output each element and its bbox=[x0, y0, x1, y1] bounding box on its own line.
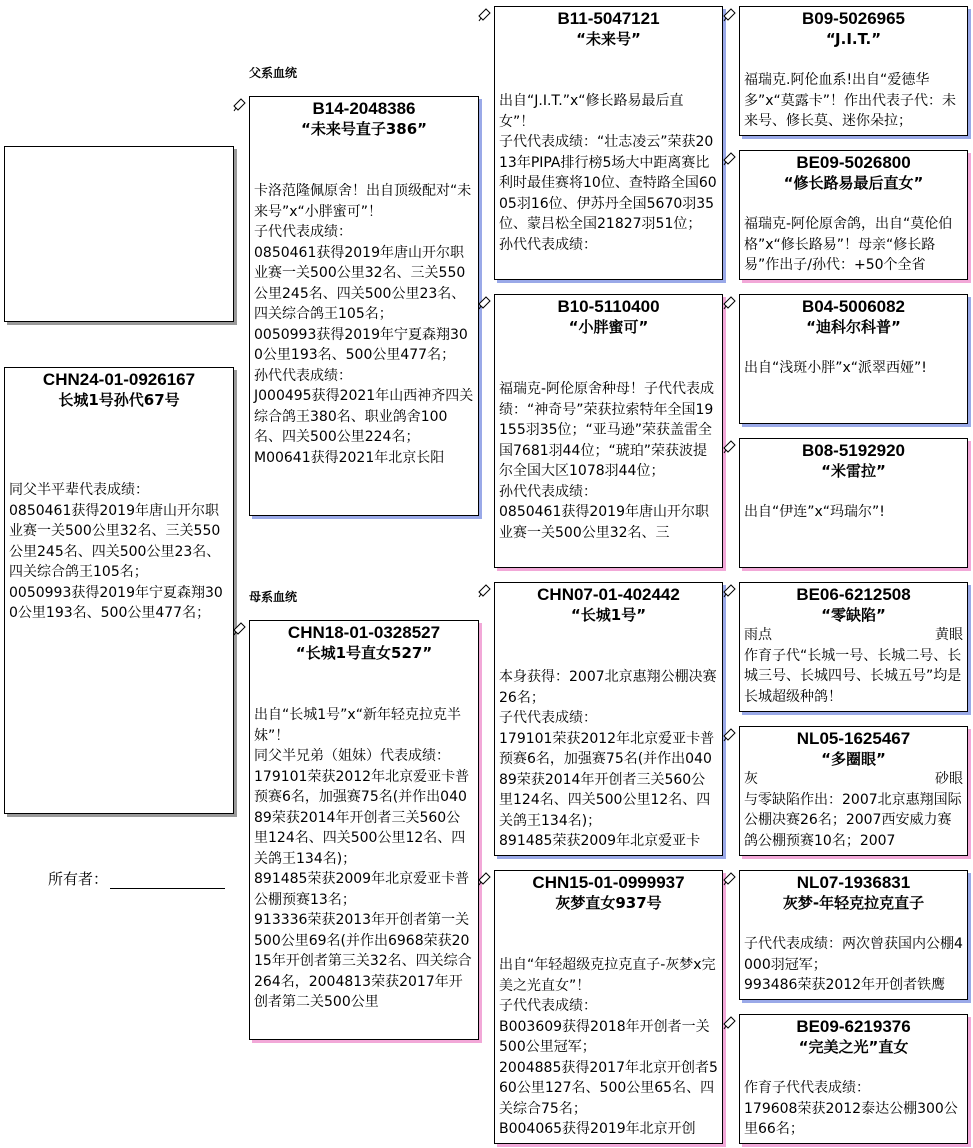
sire-sire-ring: B11-5047121 bbox=[557, 9, 660, 28]
ssd-name: “修长路易最后直女” bbox=[783, 174, 924, 192]
edit-icon[interactable] bbox=[722, 870, 738, 886]
edit-icon[interactable] bbox=[722, 6, 738, 22]
sire-sire-card bbox=[494, 6, 723, 280]
dsd-color: 灰 bbox=[744, 771, 758, 787]
subject-card bbox=[4, 367, 234, 814]
ddd-ring: BE09-6219376 bbox=[796, 1017, 911, 1036]
ssd-ring: BE09-5026800 bbox=[796, 153, 911, 172]
sss-name: “J.I.T.” bbox=[825, 30, 882, 48]
ssd-card bbox=[739, 150, 968, 280]
sdd-ring: B08-5192920 bbox=[801, 441, 906, 460]
sss-desc: 福瑞克.阿伦血系!出自“爱德华多”x“莫露卡”！作出代表子代：未来号、修长莫、迷你朵拉； bbox=[744, 72, 957, 129]
dss-color-row bbox=[740, 625, 967, 646]
dds-card bbox=[739, 870, 968, 1000]
dss-card bbox=[739, 582, 968, 712]
dsd-desc: 与零缺陷作出：2007北京惠翔国际公棚决赛26名；2007西安威力赛鸽公棚预赛10名；2007 bbox=[744, 791, 962, 849]
dsd-name: “多圈眼” bbox=[821, 750, 886, 768]
dam-ring: CHN18-01-0328527 bbox=[287, 623, 441, 642]
dsd-card bbox=[739, 726, 968, 856]
edit-icon[interactable] bbox=[477, 294, 493, 310]
dam-name: “长城1号直女527” bbox=[295, 644, 433, 662]
edit-icon[interactable] bbox=[477, 870, 493, 886]
edit-icon[interactable] bbox=[722, 438, 738, 454]
dss-color: 雨点 bbox=[744, 627, 772, 643]
subject-ring: CHN24-01-0926167 bbox=[42, 370, 196, 389]
edit-icon[interactable] bbox=[722, 294, 738, 310]
sire-line-label: 父系血统 bbox=[249, 66, 298, 80]
subject-desc: 同父半平辈代表成绩： 0850461获得2019年唐山开尔职业赛一关500公里32名、三关550公里245名、四关500公里23名、四关综合鸽王105名； 0050993获得2019年宁夏森翔300公里193名、500公里477名； bbox=[9, 482, 223, 621]
edit-icon[interactable] bbox=[232, 96, 248, 112]
sds-desc: 出自“浅斑小胖”x“派翠西娅”! bbox=[744, 360, 927, 376]
ddd-card bbox=[739, 1014, 968, 1144]
dam-sire-name: “长城1号” bbox=[570, 606, 647, 624]
dam-dam-ring: CHN15-01-0999937 bbox=[532, 873, 685, 892]
sire-dam-desc: 福瑞克-阿伦原舍种母！子代代表成绩：“神奇号”荣获拉索特年全国19155羽35位；“亚马逊”荣获盖雷全国7681羽44位；“琥珀”荣获波提尔全国大区1078羽44位； 孙代代表成绩： 0850461获得2019年唐山开尔职业赛一关500公里32名、三 bbox=[499, 381, 715, 541]
dds-name: 灰梦-年轻克拉克直子 bbox=[782, 894, 925, 912]
ssd-desc: 福瑞克-阿伦原舍鸽，出自“莫伦伯格”x“修长路易”！母亲“修长路易”作出子/孙代：+50个全省 bbox=[744, 216, 953, 273]
sdd-name: “米雷拉” bbox=[821, 462, 886, 480]
sire-card bbox=[249, 96, 479, 516]
dam-card bbox=[249, 620, 479, 1040]
edit-icon[interactable] bbox=[477, 582, 493, 598]
dam-dam-desc: 出自“年轻超级克拉克直子-灰梦x完美之光直女”！ 子代代表成绩： B003609获得2018年开创者一关500公里冠军； 2004885获得2017年北京开创者560公里127名、500公里65名、四关综合75名； B004065获得2019年北京开创 bbox=[499, 957, 718, 1137]
sire-name: “未来号直子386” bbox=[300, 120, 428, 138]
dds-ring: NL07-1936831 bbox=[796, 873, 911, 892]
sds-ring: B04-5006082 bbox=[801, 297, 906, 316]
sdd-card bbox=[739, 438, 968, 568]
dss-name: “零缺陷” bbox=[821, 606, 886, 624]
dam-desc: 出自“长城1号”x“新年轻克拉克半妹”！ 同父半兄弟（姐妹）代表成绩： 179101荣获2012年北京爱亚卡普预赛6名，加强赛75名(并作出04089荣获2014年开创者三关560公里124名、四关500公里12名、四关鸽王134名)； 891485荣获2009年北京爱亚卡普公棚预赛13名； 913336荣获2013年开创者第一关500公里69名(并作出6968荣获2015年开创者第三关32名、四关综合264名，2004813荣获2017年开创者第二关500公里 bbox=[254, 707, 472, 1010]
sss-ring: B09-5026965 bbox=[801, 9, 906, 28]
dsd-ring: NL05-1625467 bbox=[796, 729, 911, 748]
dsd-color-row bbox=[740, 769, 967, 790]
edit-icon[interactable] bbox=[722, 726, 738, 742]
photo-frame bbox=[4, 146, 234, 322]
dss-desc: 作育子代“长城一号、长城二号、长城三号、长城四号、长城五号”均是长城超级种鸽！ bbox=[744, 647, 962, 705]
dam-dam-card bbox=[494, 870, 723, 1144]
sire-ring: B14-2048386 bbox=[312, 99, 416, 118]
owner-line[interactable] bbox=[110, 872, 225, 889]
edit-icon[interactable] bbox=[722, 150, 738, 166]
dam-sire-desc: 本身获得：2007北京惠翔公棚决赛26名； 子代代表成绩： 179101荣获2012年北京爱亚卡普预赛6名，加强赛75名(并作出04089荣获2014年开创者三关560公里124名、四关500公里12名、四关鸽王134名)； 891485荣获2009年北京爱亚卡 bbox=[499, 669, 717, 849]
edit-icon[interactable] bbox=[477, 6, 493, 22]
dam-line-label: 母系血统 bbox=[249, 590, 298, 604]
sire-dam-name: “小胖蜜可” bbox=[568, 318, 649, 336]
edit-icon[interactable] bbox=[232, 620, 248, 636]
ddd-desc: 作育子代代表成绩： 179608荣获2012泰达公棚300公里66名； bbox=[744, 1080, 958, 1137]
dss-eye: 黄眼 bbox=[935, 627, 963, 643]
dam-sire-ring: CHN07-01-402442 bbox=[537, 585, 680, 604]
sire-dam-card bbox=[494, 294, 723, 568]
owner-label: 所有者： bbox=[48, 870, 109, 888]
sire-dam-ring: B10-5110400 bbox=[557, 297, 660, 316]
dam-sire-card bbox=[494, 582, 723, 856]
edit-icon[interactable] bbox=[722, 582, 738, 598]
edit-icon[interactable] bbox=[722, 1014, 738, 1030]
sire-desc: 卡洛范隆佩原舍！出自顶级配对“未来号”x“小胖蜜可”！ 子代代表成绩： 0850461获得2019年唐山开尔职业赛一关500公里32名、三关550公里245名、四关500公里23名、四关综合鸽王105名； 0050993获得2019年宁夏森翔300公里193名、500公里477名； 孙代代表成绩： J000495获得2021年山西神齐四关综合鸽王380名、职业鸽舍100名、四关500公里224名； M00641获得2021年北京长阳 bbox=[254, 183, 474, 466]
subject-name: 长城1号孙代67号 bbox=[58, 391, 180, 409]
dam-dam-name: 灰梦直女937号 bbox=[555, 894, 662, 912]
owner-field bbox=[48, 868, 225, 889]
dsd-eye: 砂眼 bbox=[935, 771, 963, 787]
ddd-name: “完美之光”直女 bbox=[798, 1038, 909, 1056]
sdd-desc: 出自“伊连”x“玛瑞尔”! bbox=[744, 504, 885, 520]
sire-sire-name: “未来号” bbox=[576, 30, 641, 48]
sss-card bbox=[739, 6, 968, 136]
sds-name: “迪科尔科普” bbox=[806, 318, 901, 336]
sire-sire-desc: 出自“J.I.T.”x“修长路易最后直女”！ 子代代表成绩：“壮志凌云”荣获2013年PIPA排行榜5场大中距离赛比利时最佳赛将10位、查特路全国6005羽16位、伊苏丹全国5670羽35位、蒙吕松全国21827羽51位； 孙代代表成绩： bbox=[499, 93, 717, 253]
sds-card bbox=[739, 294, 968, 424]
dds-desc: 子代代表成绩：两次曾获国内公棚4000羽冠军； 993486荣获2012年开创者铁鹰 bbox=[744, 936, 963, 993]
dss-ring: BE06-6212508 bbox=[796, 585, 911, 604]
